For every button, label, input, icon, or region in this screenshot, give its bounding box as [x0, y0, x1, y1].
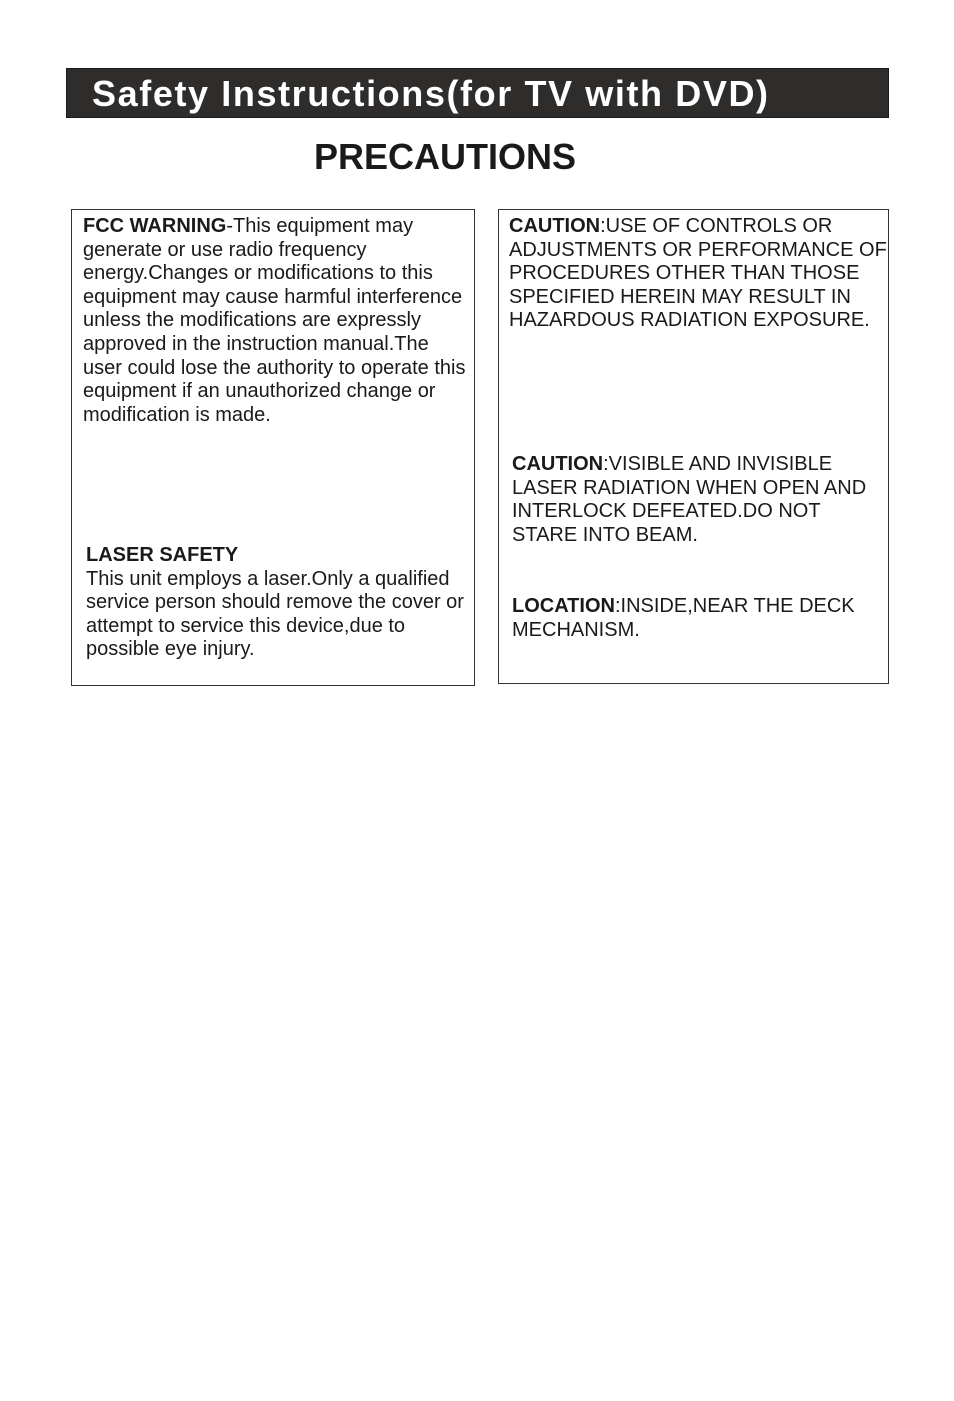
caution-controls-paragraph: [509, 215, 887, 333]
header-title: Safety Instructions(for TV with DVD): [92, 73, 770, 114]
fcc-warning-text: -This equipment may generate or use radio frequency energy.Changes or modifications to this equipment may cause harmful interference unless the modifications are expressly approved in the instruction manual.The user could lose the authority to operate this equipment if an unauthorized change or modification is made.: [83, 215, 466, 426]
laser-safety-text: This unit employs a laser.Only a qualified service person should remove the cover or attempt to service this device,due to possible eye injury.: [86, 567, 464, 661]
laser-safety-label: LASER SAFETY: [86, 544, 239, 566]
caution-laser-text: :VISIBLE AND INVISIBLE LASER RADIATION WHEN OPEN AND INTERLOCK DEFEATED.DO NOT STARE INTO BEAM.: [512, 453, 867, 546]
laser-safety-paragraph: [86, 544, 478, 662]
header-bar: [66, 68, 889, 118]
fcc-warning-label: FCC WARNING: [83, 215, 227, 237]
caution-controls-text: :USE OF CONTROLS OR ADJUSTMENTS OR PERFORMANCE OF PROCEDURES OTHER THAN THOSE SPECIFIED HEREIN MAY RESULT IN HAZARDOUS RADIATION EXPOSURE.: [509, 215, 887, 332]
location-paragraph: [512, 595, 882, 642]
right-precautions-box: [498, 209, 889, 684]
caution-laser-paragraph: [512, 453, 890, 547]
location-text: :INSIDE,NEAR THE DECK MECHANISM.: [512, 595, 855, 641]
caution-controls-label: CAUTION: [509, 215, 601, 237]
fcc-warning-paragraph: [83, 215, 473, 427]
page-heading: PRECAUTIONS: [314, 136, 577, 177]
location-label: LOCATION: [512, 595, 615, 617]
left-precautions-box: [71, 209, 475, 686]
caution-laser-label: CAUTION: [512, 453, 604, 475]
